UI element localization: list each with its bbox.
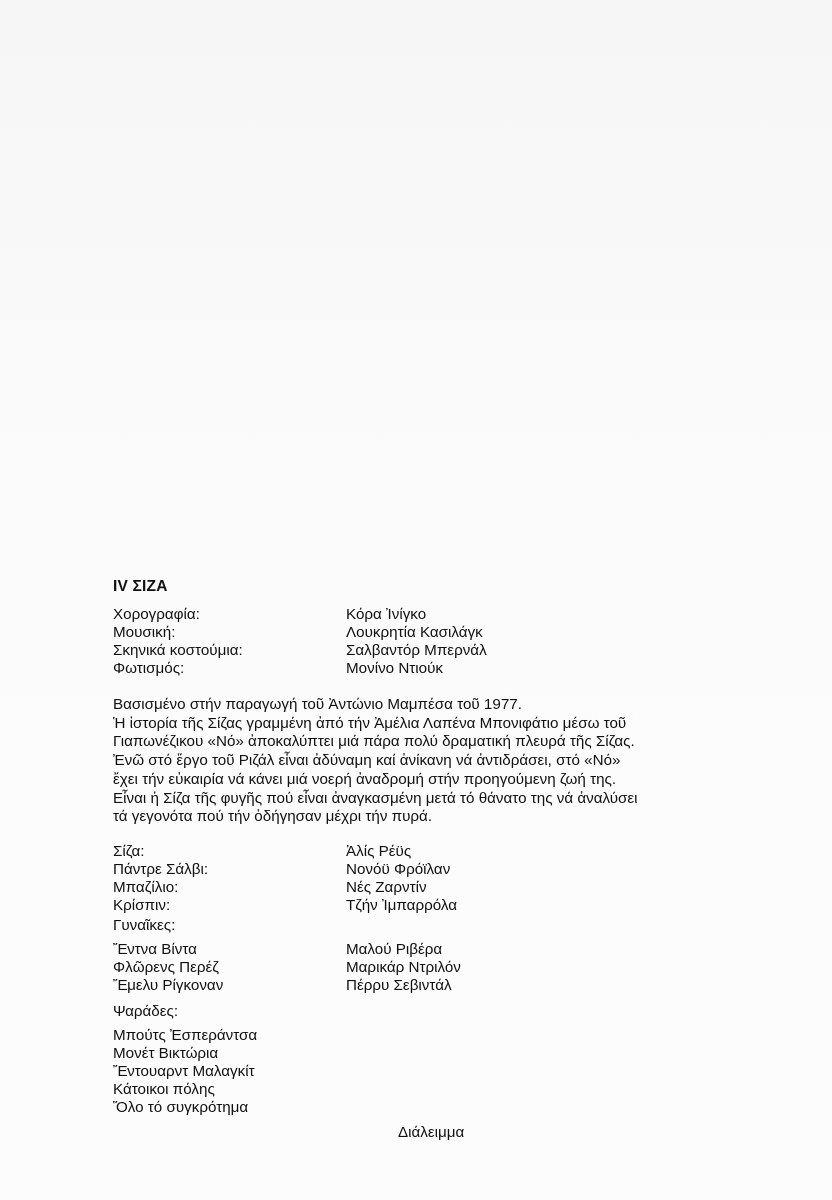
women-member: Μαλού Ριβέρα <box>346 940 443 958</box>
cast-name: Τζήν Ἰμπαρρόλα <box>346 896 458 914</box>
fishermen-member: Ἔντουαρντ Μαλαγκίτ <box>113 1062 255 1080</box>
spacer <box>113 995 793 1001</box>
description-line: Ἡ ἱστορία τῆς Σίζας γραμμένη ἀπό τήν Ἀμέλια Λαπένα Μπονιφάτιο μέσω τοῦ <box>113 714 627 732</box>
credits-list <box>113 606 793 678</box>
cast-row <box>113 897 793 915</box>
credit-name: Σαλβαντόρ Μπερνάλ <box>346 642 487 659</box>
intermission-label: Διάλειμμα <box>398 1124 465 1141</box>
cast-row <box>113 861 793 879</box>
credit-row <box>113 606 793 624</box>
fishermen-member: Μονέτ Βικτώρια <box>113 1044 219 1062</box>
credit-row <box>113 624 793 642</box>
section-title: IV ΣΙΖΑ <box>113 578 168 595</box>
cast-role: Μπαζίλιο: <box>113 878 179 896</box>
fishermen-member: Ὅλο τό συγκρότημα <box>113 1098 249 1116</box>
credit-row <box>113 642 793 660</box>
fishermen-member: Μπούτς Ἐσπεράντσα <box>113 1026 258 1044</box>
credit-role: Μουσική: <box>113 624 176 641</box>
cast-name: Νές Ζαρντίν <box>346 878 427 896</box>
credit-row <box>113 660 793 678</box>
women-member: Μαρικάρ Ντριλόν <box>346 958 461 976</box>
credit-name: Μονίνο Ντιούκ <box>346 660 444 677</box>
women-label: Γυναῖκες: <box>113 916 176 934</box>
cast-name: Νονόϋ Φρόϊλαν <box>346 860 451 878</box>
cast-row <box>113 879 793 897</box>
women-row <box>113 977 793 995</box>
credit-role: Φωτισμός: <box>113 660 185 677</box>
credit-name: Λουκρητία Κασιλάγκ <box>346 624 483 641</box>
women-member: Φλῶρενς Περέζ <box>113 958 219 976</box>
description-paragraph <box>113 696 793 827</box>
description-line: ἔχει τήν εὐκαιρία νά κάνει μιά νοερή ἀναδρομή στήν προηγούμενη ζωή της. <box>113 770 617 788</box>
description-line: Βασισμένο στήν παραγωγή τοῦ Ἀντώνιο Μαμπέσα τοῦ 1977. <box>113 696 522 713</box>
cast-role: Πάντρε Σάλβι: <box>113 860 209 878</box>
cast-role: Σίζα: <box>113 842 145 860</box>
fishermen-label: Ψαράδες: <box>113 1002 179 1020</box>
fishermen-list <box>113 1027 793 1117</box>
description-line: Εἶναι ἡ Σίζα τῆς φυγῆς πού εἶναι ἀναγκασμένη μετά τό θάνατο της νά ἀναλύσει <box>113 789 638 807</box>
credit-name: Κόρα Ἰνίγκο <box>346 606 427 623</box>
cast-row <box>113 843 793 861</box>
credit-role: Χορογραφία: <box>113 606 200 623</box>
women-row <box>113 959 793 977</box>
cast-name: Ἀλίς Ρέϋς <box>346 842 412 860</box>
fishermen-member: Κάτοικοι πόλης <box>113 1080 215 1098</box>
cast-role: Κρίσπιν: <box>113 896 171 914</box>
women-row <box>113 941 793 959</box>
description-line: τά γεγονότα πού τήν ὁδήγησαν μέχρι τήν πυρά. <box>113 808 433 826</box>
description-line: Ἐνῶ στό ἔργο τοῦ Ριζάλ εἶναι ἀδύναμη καί ἀνίκανη νά ἀντιδράσει, στό «Νό» <box>113 752 621 770</box>
program-content <box>113 578 793 1117</box>
credit-role: Σκηνικά κοστούμια: <box>113 642 243 659</box>
women-member: Πέρρυ Σεβιντάλ <box>346 976 452 994</box>
women-member: Ἔντνα Βίντα <box>113 940 197 958</box>
description-line: Γιαπωνέζικου «Νό» ἀποκαλύπτει μιά πάρα πολύ δραματική πλευρά τῆς Σίζας. <box>113 733 635 751</box>
cast-list <box>113 843 793 1117</box>
women-member: Ἔμελυ Ρίγκοναν <box>113 976 224 994</box>
